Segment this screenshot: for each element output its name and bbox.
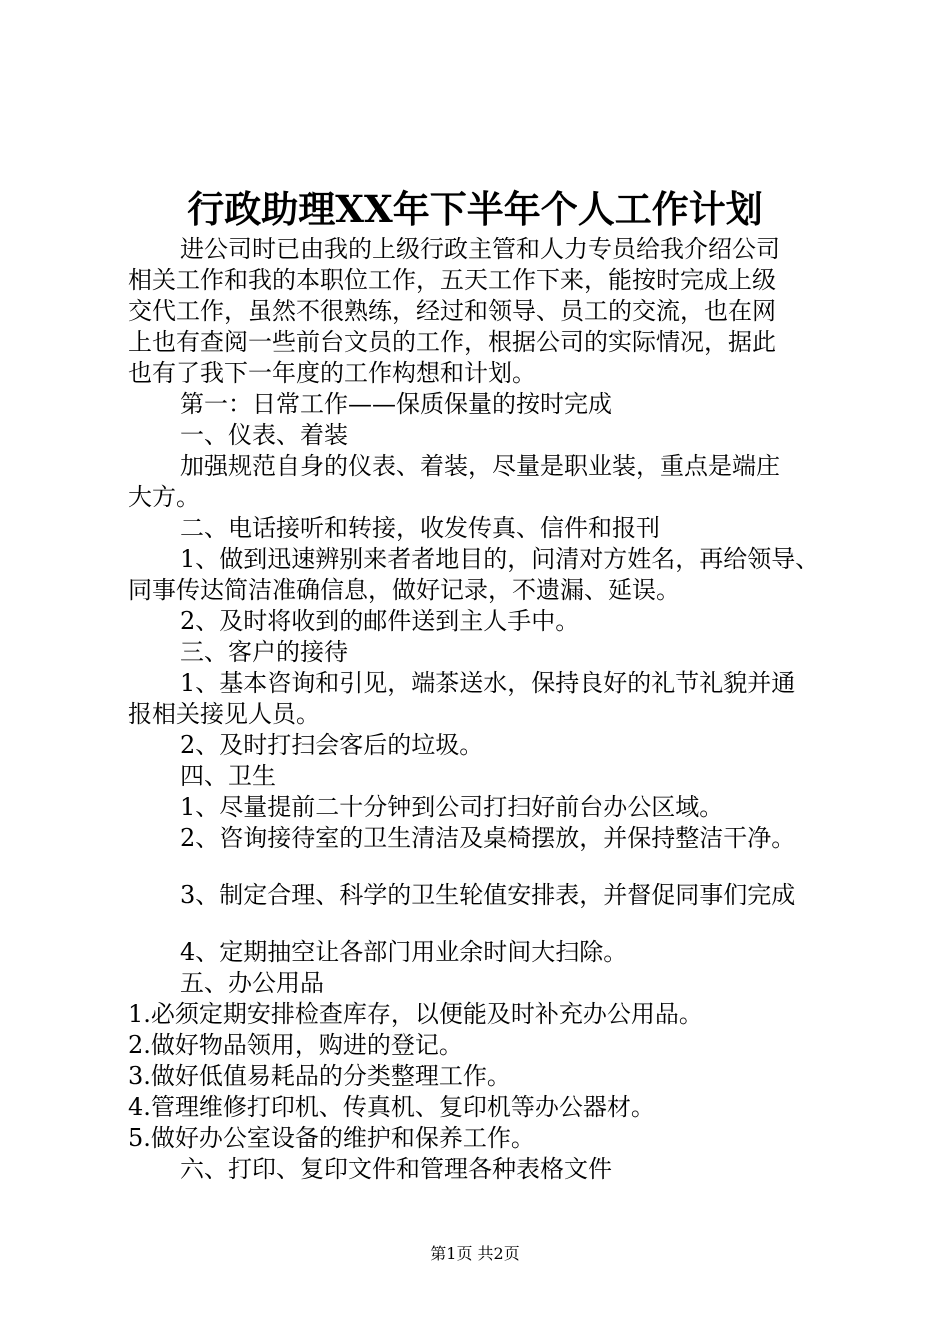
list-item-continuation: 报相关接见人员。 — [128, 700, 320, 728]
section-heading: 第一：日常工作——保质保量的按时完成 — [180, 390, 612, 418]
list-item: 1.必须定期安排检查库存，以便能及时补充办公用品。 — [128, 1000, 703, 1028]
list-item-continuation: 同事传达简洁准确信息，做好记录，不遗漏、延误。 — [128, 576, 680, 604]
list-item: 3.做好低值易耗品的分类整理工作。 — [128, 1062, 511, 1090]
list-item: 4.管理维修打印机、传真机、复印机等办公器材。 — [128, 1093, 655, 1121]
paragraph-line: 上也有查阅一些前台文员的工作，根据公司的实际情况，据此 — [128, 328, 776, 356]
paragraph-line: 相关工作和我的本职位工作，五天工作下来，能按时完成上级 — [128, 266, 776, 294]
subsection-heading: 二、电话接听和转接，收发传真、信件和报刊 — [180, 514, 660, 542]
list-item: 3、制定合理、科学的卫生轮值安排表，并督促同事们完成 — [180, 881, 796, 909]
paragraph-line: 交代工作，虽然不很熟练，经过和领导、员工的交流，也在网 — [128, 297, 776, 325]
list-item: 2、及时将收到的邮件送到主人手中。 — [180, 607, 580, 635]
subsection-heading: 五、办公用品 — [180, 969, 324, 997]
subsection-heading: 一、仪表、着装 — [180, 421, 348, 449]
paragraph-line: 加强规范自身的仪表、着装，尽量是职业装，重点是端庄 — [180, 452, 780, 480]
list-item: 2.做好物品领用，购进的登记。 — [128, 1031, 463, 1059]
subsection-heading: 四、卫生 — [180, 762, 276, 790]
page-footer: 第1页 共2页 — [430, 1244, 520, 1263]
document-title: 行政助理XX年下半年个人工作计划 — [187, 187, 763, 231]
subsection-heading: 六、打印、复印文件和管理各种表格文件 — [180, 1155, 612, 1183]
list-item: 2、及时打扫会客后的垃圾。 — [180, 731, 484, 759]
list-item: 5.做好办公室设备的维护和保养工作。 — [128, 1124, 535, 1152]
paragraph-line: 大方。 — [128, 483, 200, 511]
paragraph-line: 进公司时已由我的上级行政主管和人力专员给我介绍公司 — [180, 235, 780, 263]
list-item: 1、基本咨询和引见，端茶送水，保持良好的礼节礼貌并通 — [180, 669, 796, 697]
list-item: 1、做到迅速辨别来者者地目的，问清对方姓名，再给领导、 — [180, 545, 820, 573]
list-item: 4、定期抽空让各部门用业余时间大扫除。 — [180, 938, 628, 966]
list-item: 1、尽量提前二十分钟到公司打扫好前台办公区域。 — [180, 793, 724, 821]
paragraph-line: 也有了我下一年度的工作构想和计划。 — [128, 359, 536, 387]
list-item: 2、咨询接待室的卫生清洁及桌椅摆放，并保持整洁干净。 — [180, 824, 796, 852]
subsection-heading: 三、客户的接待 — [180, 638, 348, 666]
document-body — [128, 234, 848, 1185]
